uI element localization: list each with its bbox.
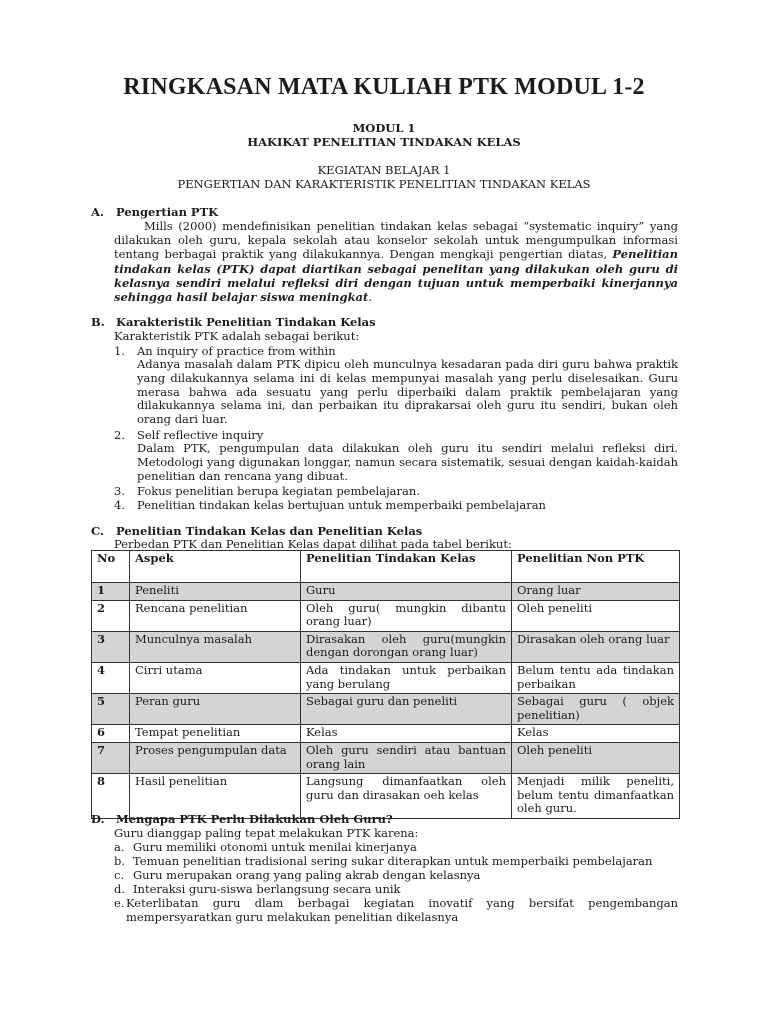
aspek-cell: Peneliti: [130, 583, 301, 601]
section-a-definition: Penelitian tindakan kelas (PTK) dapat diartikan sebagai penelitan yang dilakukan oleh guru di kelasnya sendiri melalui refleksi diri dengan tujuan untuk memperbaiki kinerjannya sehingga hasil belajar siswa meningkat: [114, 247, 678, 305]
table-row: [92, 662, 680, 693]
modul-name: HAKIKAT PENELITIAN TINDAKAN KELAS: [247, 135, 521, 149]
list-item-number: 1.: [114, 344, 125, 358]
list-item-text: Guru memiliki otonomi untuk menilai kinerjanya: [133, 840, 417, 854]
table-row: [92, 583, 680, 601]
list-item-title: An inquiry of practice from within: [137, 344, 336, 358]
list-item-text: Interaksi guru-siswa berlangsung secara unik: [133, 882, 401, 896]
list-item-title: Penelitian tindakan kelas bertujuan untuk memperbaiki pembelajaran: [137, 498, 546, 512]
list-item-mark: c.: [114, 868, 125, 882]
list-item-title: Fokus penelitian berupa kegiatan pembelajaran.: [137, 484, 420, 498]
section-c-heading: [91, 524, 422, 538]
table-header-cell: No: [92, 551, 130, 583]
section-a-text: Mills (2000) mendefinisikan penelitian tindakan kelas sebagai “systematic inquiry” yang dilakukan oleh guru, kepala sekolah atau konselor sekolah untuk mengumpulkan informasi tentang berbagai praktik yang dilakukannya. Dengan mengkaji pengertian diatas,: [114, 219, 678, 262]
row-number: 5: [92, 694, 130, 725]
list-item-number: 4.: [114, 498, 125, 512]
table-row: [92, 742, 680, 773]
ptk-cell: Kelas: [301, 725, 512, 743]
aspek-cell: Proses pengumpulan data: [130, 742, 301, 773]
section-d-heading: [91, 812, 393, 826]
row-number: 2: [92, 600, 130, 631]
list-item-mark: a.: [114, 840, 125, 854]
section-b-letter: B.: [91, 315, 105, 329]
row-number: 6: [92, 725, 130, 743]
modul-label: MODUL 1: [352, 121, 416, 135]
row-number: 7: [92, 742, 130, 773]
list-item-text: Keterlibatan guru dlam berbagai kegiatan inovatif yang bersifat pengembangan mempersyaratkan guru melakukan penelitian dikelasnya: [126, 896, 678, 924]
non-ptk-cell: Belum tentu ada tindakan perbaikan: [512, 662, 680, 693]
list-item-title: Self reflective inquiry: [137, 428, 264, 442]
non-ptk-cell: Oleh peneliti: [512, 742, 680, 773]
row-number: 4: [92, 662, 130, 693]
ptk-cell: Dirasakan oleh guru(mungkin dengan dorongan orang luar): [301, 631, 512, 662]
ptk-cell: Sebagai guru dan peneliti: [301, 694, 512, 725]
table-row: [92, 725, 680, 743]
section-a-period: .: [368, 290, 372, 305]
table-header-cell: Penelitian Non PTK: [512, 551, 680, 583]
section-d-title: Mengapa PTK Perlu Dilakukan Oleh Guru?: [116, 812, 393, 826]
ptk-cell: Ada tindakan untuk perbaikan yang berulang: [301, 662, 512, 693]
section-c-title: Penelitian Tindakan Kelas dan Penelitian Kelas: [116, 524, 423, 538]
list-item-mark: d.: [114, 882, 126, 896]
ptk-cell: Guru: [301, 583, 512, 601]
table-header-cell: Aspek: [130, 551, 301, 583]
kegiatan-label: KEGIATAN BELAJAR 1: [317, 163, 451, 177]
section-d-intro: Guru dianggap paling tepat melakukan PTK karena:: [114, 826, 419, 840]
table-row: [92, 694, 680, 725]
table-row: [92, 600, 680, 631]
list-item-number: 3.: [114, 484, 125, 498]
non-ptk-cell: Dirasakan oleh orang luar: [512, 631, 680, 662]
row-number: 1: [92, 583, 130, 601]
ptk-cell: Oleh guru( mungkin dibantu orang luar): [301, 600, 512, 631]
row-number: 8: [92, 774, 130, 819]
document-title: RINGKASAN MATA KULIAH PTK MODUL 1-2: [123, 74, 645, 100]
section-c-intro: Perbedan PTK dan Penelitian Kelas dapat dilihat pada tabel berikut:: [114, 537, 512, 551]
table-header-row: [92, 551, 680, 583]
list-item-text: Temuan penelitian tradisional sering sukar diterapkan untuk memperbaiki pembelajaran: [133, 854, 653, 868]
section-a-paragraph: [114, 219, 678, 304]
section-b-heading: [91, 315, 376, 329]
table-row: [92, 631, 680, 662]
list-item-text: Guru merupakan orang yang paling akrab dengan kelasnya: [133, 868, 481, 882]
ptk-cell: Langsung dimanfaatkan oleh guru dan dirasakan oeh kelas: [301, 774, 512, 819]
list-item-mark: e.: [114, 896, 125, 910]
aspek-cell: Tempat penelitian: [130, 725, 301, 743]
section-a-letter: A.: [91, 205, 104, 219]
section-a-title: Pengertian PTK: [116, 205, 219, 219]
list-item-text: Adanya masalah dalam PTK dipicu oleh munculnya kesadaran pada diri guru bahwa praktik yang dilakukannya selama ini di kelas mempunyai masalah yang perlu diselesaikan. Guru merasa bahwa ada sesuatu yang perlu diperbaiki dalam praktik pembelajaran yang dilakukannya selama ini, dan perbaikan itu diprakarsai oleh guru itu sendiri, bukan oleh orang dari luar.: [137, 357, 678, 427]
list-item-number: 2.: [114, 428, 125, 442]
non-ptk-cell: Menjadi milik peneliti, belum tentu dimanfaatkan oleh guru.: [512, 774, 680, 819]
kegiatan-name: PENGERTIAN DAN KARAKTERISTIK PENELITIAN TINDAKAN KELAS: [177, 177, 591, 191]
section-b-intro: Karakteristik PTK adalah sebagai berikut:: [114, 329, 360, 343]
section-b-title: Karakteristik Penelitian Tindakan Kelas: [116, 315, 376, 329]
aspek-cell: Peran guru: [130, 694, 301, 725]
comparison-table: [91, 550, 680, 819]
section-c-letter: C.: [91, 524, 104, 538]
aspek-cell: Hasil penelitian: [130, 774, 301, 819]
aspek-cell: Cirri utama: [130, 662, 301, 693]
non-ptk-cell: Sebagai guru ( objek penelitian): [512, 694, 680, 725]
list-item-text: Dalam PTK, pengumpulan data dilakukan oleh guru itu sendiri melalui refleksi diri. Metodologi yang digunakan longgar, namun secara sistematik, sesuai dengan kaidah-kaidah penelitian dan rencana yang dibuat.: [137, 441, 678, 483]
non-ptk-cell: Orang luar: [512, 583, 680, 601]
aspek-cell: Rencana penelitian: [130, 600, 301, 631]
table-header-cell: Penelitian Tindakan Kelas: [301, 551, 512, 583]
non-ptk-cell: Kelas: [512, 725, 680, 743]
section-d-letter: D.: [91, 812, 105, 826]
ptk-cell: Oleh guru sendiri atau bantuan orang lain: [301, 742, 512, 773]
aspek-cell: Munculnya masalah: [130, 631, 301, 662]
non-ptk-cell: Oleh peneliti: [512, 600, 680, 631]
list-item-mark: b.: [114, 854, 126, 868]
section-a-heading: [91, 205, 218, 219]
row-number: 3: [92, 631, 130, 662]
